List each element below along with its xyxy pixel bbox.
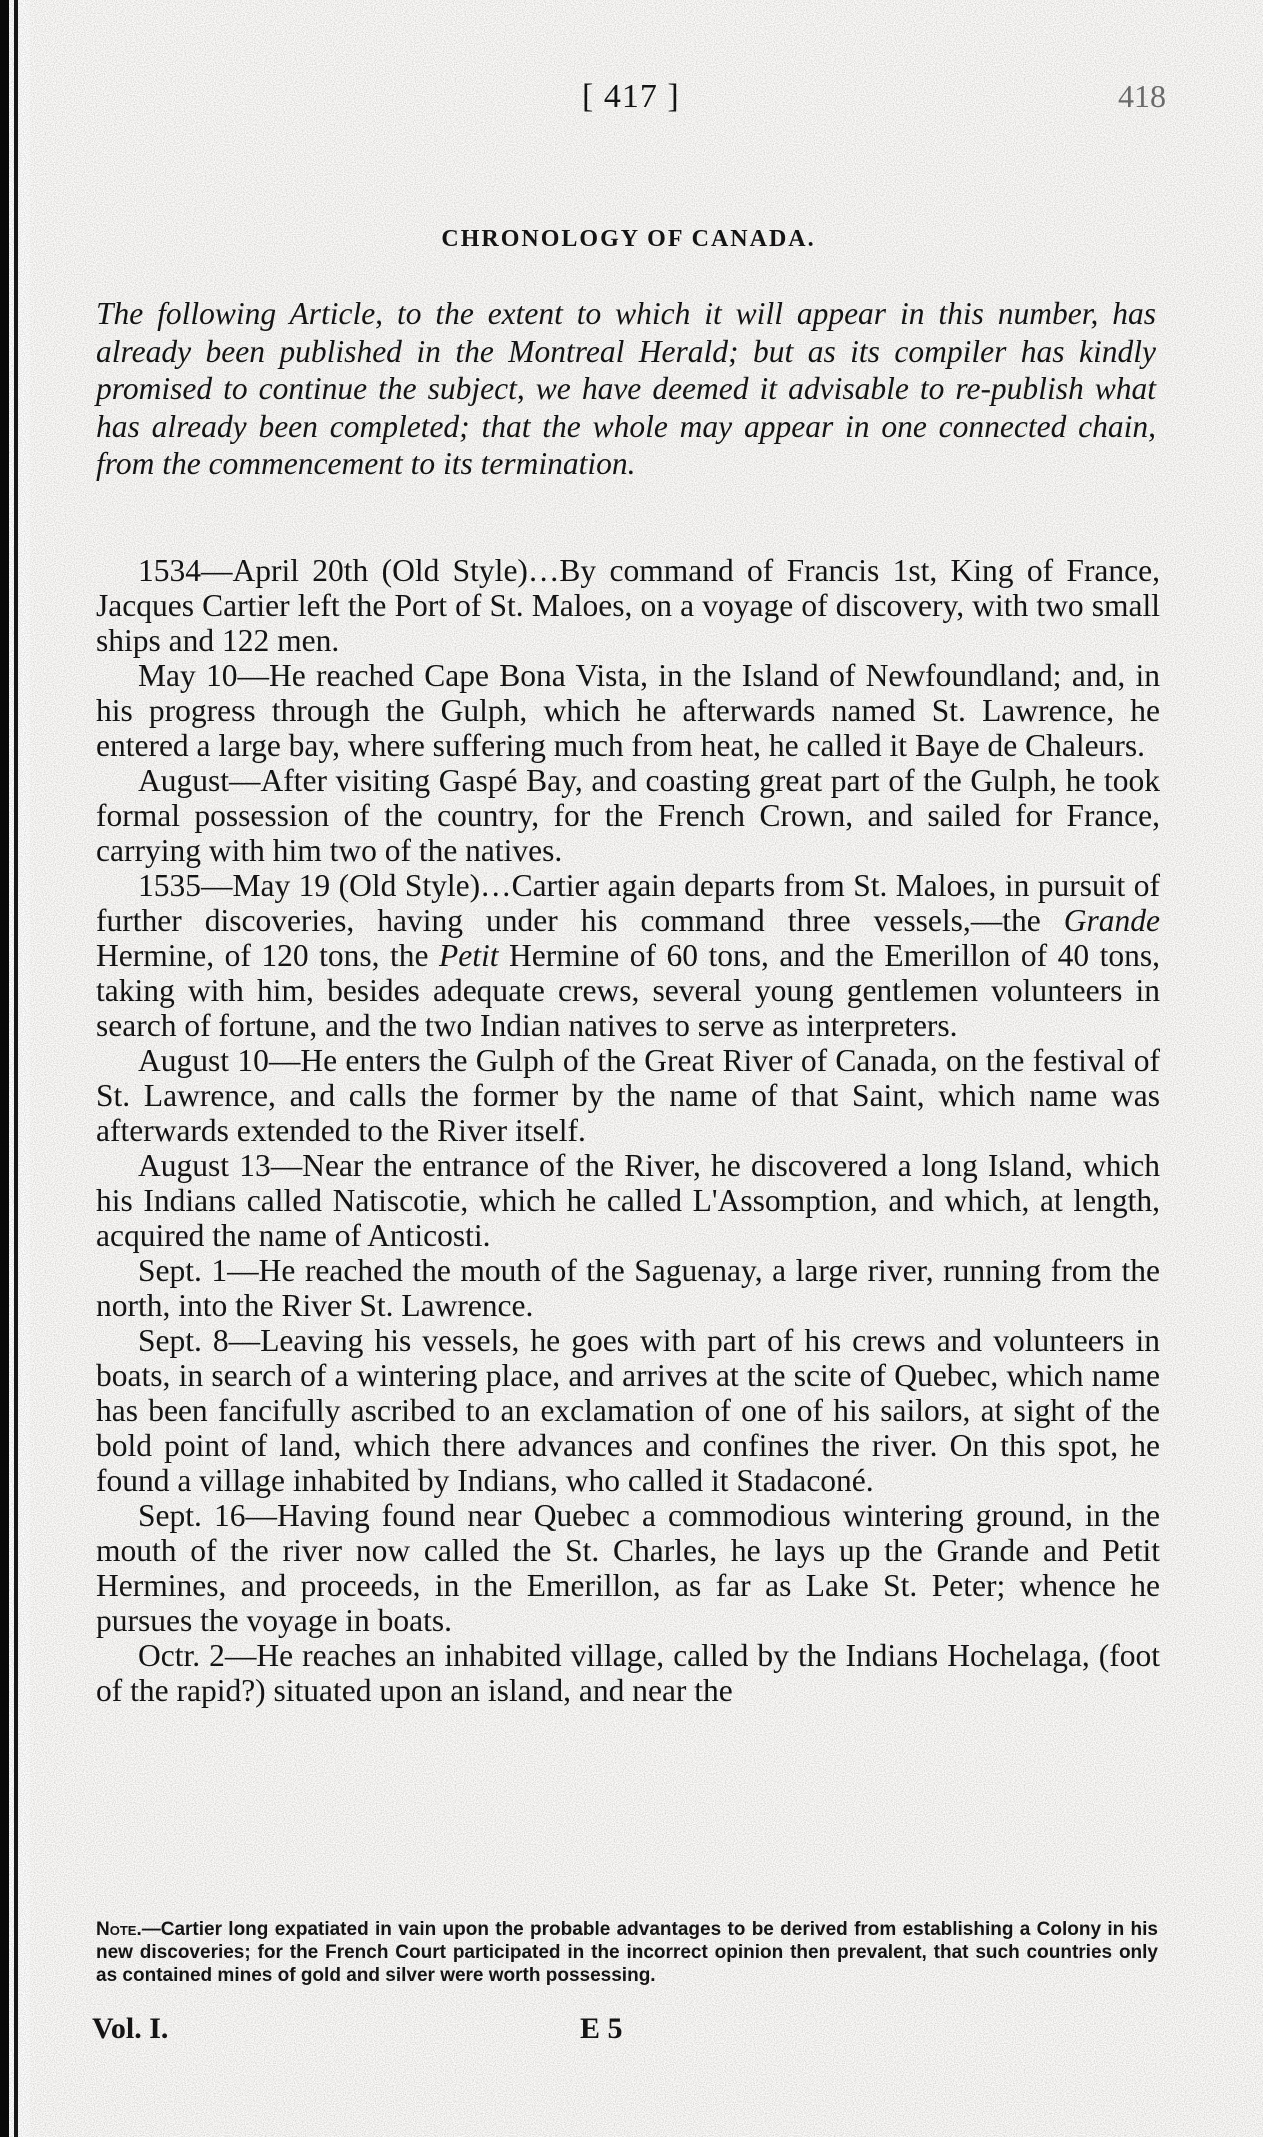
entry-1535-august-13 [96,1148,1160,1253]
entry-date: Octr. 2— [138,1638,257,1673]
entry-text: Hermine, of 120 tons, the [96,938,439,973]
entry-1535-august-10 [96,1043,1160,1148]
entry-text: Near the entrance of the River, he discovered a long Island, which his Indians called Natiscotie, which he called L'Assomption, and which, at length, acquired the name of Anticosti. [96,1148,1160,1253]
page-number: [ 417 ] [582,78,680,115]
bleed-through-page-number: 418 [1118,78,1166,114]
entry-text: He reached Cape Bona Vista, in the Island of Newfoundland; and, in his progress through the Gulph, which he afterwards named St. Lawrence, he entered a large bay, where suffering much from heat, he called it Baye de Chaleurs. [96,658,1160,763]
footnote-label: Note. [96,1919,142,1940]
article-body [96,553,1160,1708]
entry-1534-may [96,658,1160,763]
entry-ship-name: Grande [1063,903,1160,938]
entry-text: Cartier again departs from St. Maloes, in pursuit of further discoveries, having under his command three vessels,—the [96,868,1160,938]
entry-1535-sept-16 [96,1498,1160,1638]
volume-label: Vol. I. [92,2012,169,2045]
entry-1534-april [96,553,1160,658]
entry-date: Sept. 1— [138,1253,259,1288]
entry-text: After visiting Gaspé Bay, and coasting great part of the Gulph, he took formal possession of the country, for the French Crown, and sailed for France, carrying with him two of the natives. [96,763,1160,868]
article-title: CHRONOLOGY OF CANADA. [441,226,816,252]
entry-1535-may [96,868,1160,1043]
entry-date: August 13— [138,1148,303,1183]
page-footer [0,2012,1263,2052]
entry-date: August— [138,763,261,798]
entry-1534-august [96,763,1160,868]
entry-date: Sept. 16— [138,1498,277,1533]
printer-signature: E 5 [580,2012,623,2045]
footnote [96,1918,1158,1987]
entry-date: Sept. 8— [138,1323,261,1358]
entry-text: Having found near Quebec a commodious wintering ground, in the mouth of the river now called the St. Charles, he lays up the Grande and Petit Hermines, and proceeds, in the Emerillon, as far as Lake St. Peter; whence he pursues the voyage in boats. [96,1498,1160,1638]
entry-1535-sept-8 [96,1323,1160,1498]
entry-text: He reached the mouth of the Saguenay, a large river, running from the north, into the River St. Lawrence. [96,1253,1160,1323]
entry-date: 1535—May 19 (Old Style)… [138,868,512,903]
footnote-text: —Cartier long expatiated in vain upon the probable advantages to be derived from establishing a Colony in his new discoveries; for the French Court participated in the incorrect opinion then prevalent, that such countries only as contained mines of gold and silver were worth possessing. [96,1919,1158,1986]
article-intro: The following Article, to the extent to which it will appear in this number, has already been published in the Montreal Herald; but as its compiler has kindly promised to continue the subject, we have deemed it advisable to re-publish what has already been completed; that the whole may appear in one connected chain, from the commencement to its termination. [96,296,1156,481]
page-header [0,78,1263,128]
entry-text: He enters the Gulph of the Great River of Canada, on the festival of St. Lawrence, and calls the former by the name of that Saint, which name was afterwards extended to the River itself. [96,1043,1160,1148]
book-spine-edge [0,0,30,2137]
entry-date: 1534—April 20th (Old Style)… [138,553,560,588]
entry-text: Hermine of 60 tons, and the Emerillon of 40 tons, taking with him, besides adequate crews, several young gentlemen volunteers in search of fortune, and the two Indian natives to serve as interpreters. [96,938,1160,1043]
entry-1535-octr-2 [96,1638,1160,1708]
entry-1535-sept-1 [96,1253,1160,1323]
entry-text: He reaches an inhabited village, called by the Indians Hochelaga, (foot of the rapid?) situated upon an island, and near the [96,1638,1161,1708]
entry-text: By command of Francis 1st, King of France, Jacques Cartier left the Port of St. Maloes, on a voyage of discovery, with two small ships and 122 men. [96,553,1160,658]
entry-ship-name: Petit [439,938,499,973]
entry-date: May 10— [138,658,270,693]
entry-date: August 10— [138,1043,301,1078]
entry-text: Leaving his vessels, he goes with part of his crews and volunteers in boats, in search of a wintering place, and arrives at the scite of Quebec, which name has been fancifully ascribed to an exclamation of one of his sailors, at sight of the bold point of land, which there advances and confines the river. On this spot, he found a village inhabited by Indians, who called it Stadaconé. [96,1323,1160,1498]
